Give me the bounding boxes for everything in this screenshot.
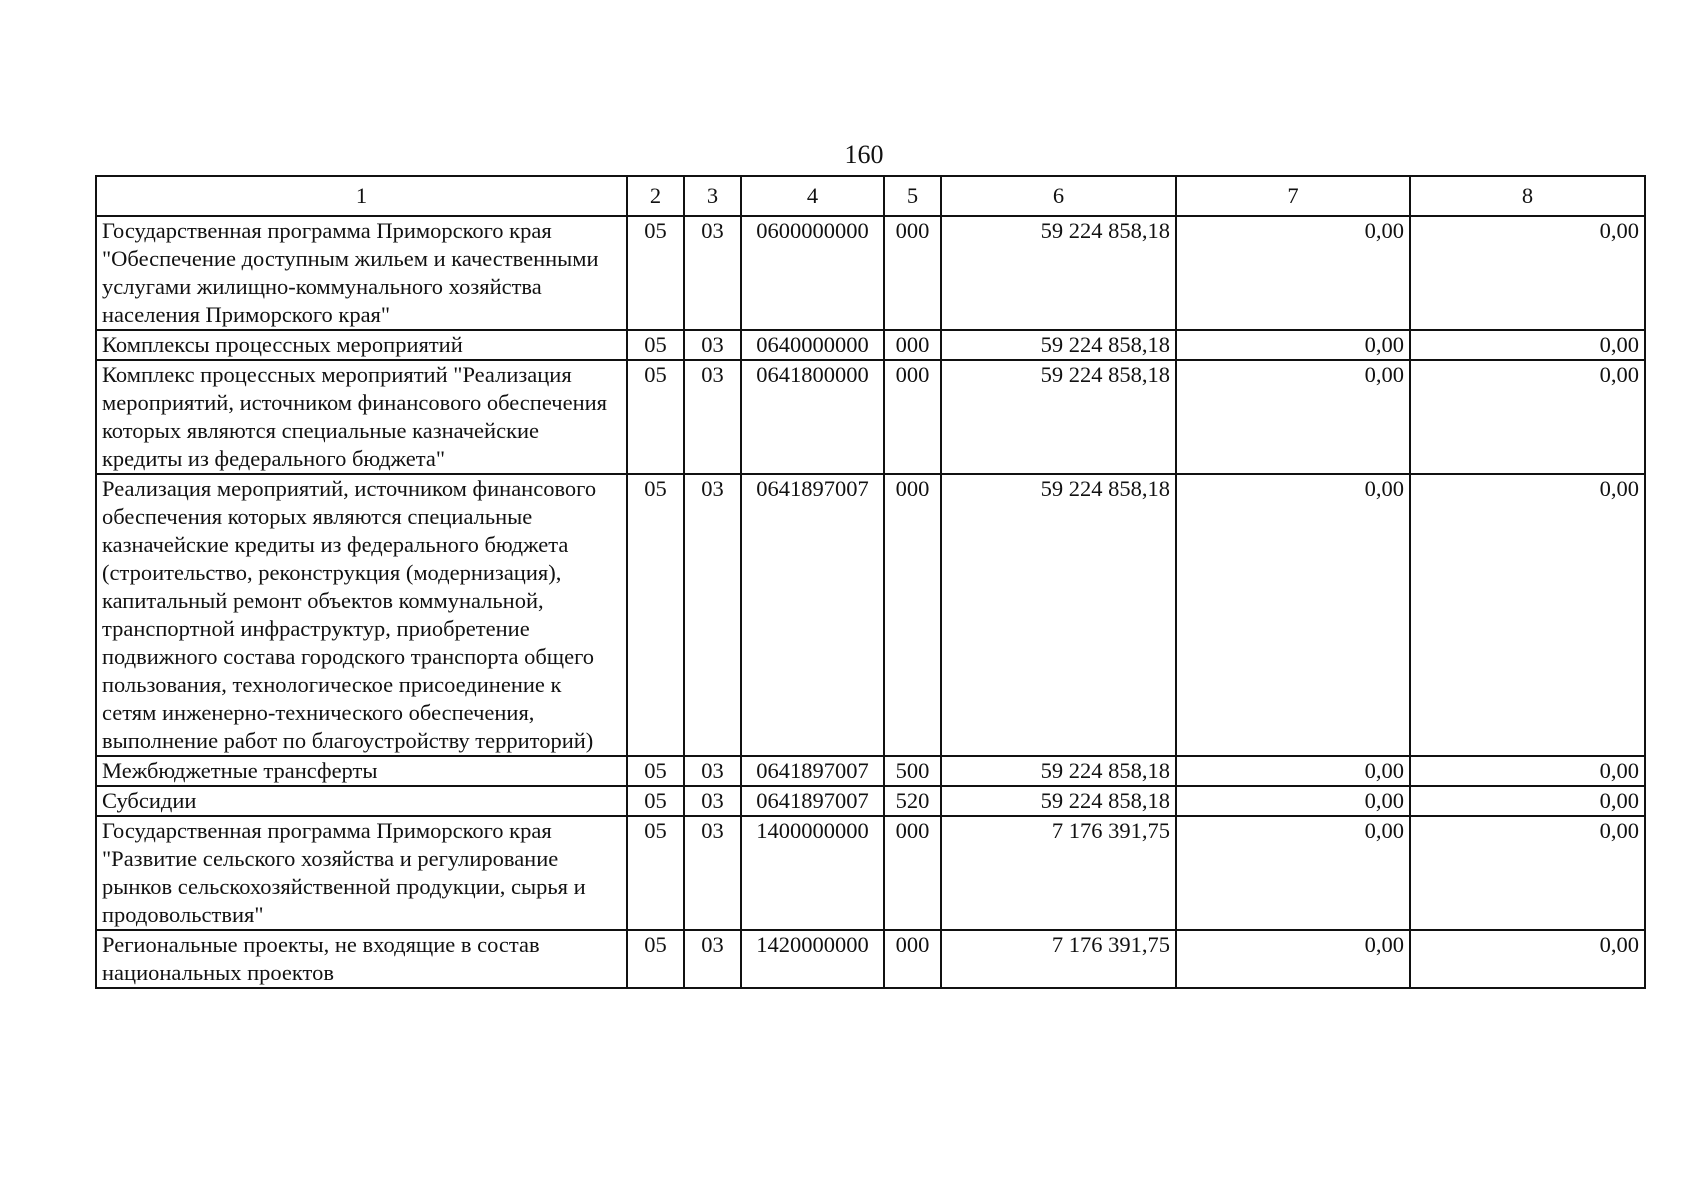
subsection-code: 03 <box>684 474 741 756</box>
column-header: 3 <box>684 176 741 216</box>
amount-col7: 0,00 <box>1176 330 1410 360</box>
target-article-code: 0641897007 <box>741 474 884 756</box>
target-article-code: 0641897007 <box>741 786 884 816</box>
section-code: 05 <box>627 474 684 756</box>
table-row <box>96 330 1645 360</box>
table-row <box>96 474 1645 756</box>
amount-col8: 0,00 <box>1410 816 1645 930</box>
expense-type-code: 000 <box>884 360 941 474</box>
table-row <box>96 786 1645 816</box>
column-header: 7 <box>1176 176 1410 216</box>
expense-type-code: 000 <box>884 930 941 988</box>
page-number: 160 <box>844 140 884 169</box>
row-name: Межбюджетные трансферты <box>96 756 627 786</box>
column-header: 5 <box>884 176 941 216</box>
amount-col7: 0,00 <box>1176 360 1410 474</box>
expense-type-code: 000 <box>884 474 941 756</box>
amount-col8: 0,00 <box>1410 930 1645 988</box>
target-article-code: 0641897007 <box>741 756 884 786</box>
table-row <box>96 756 1645 786</box>
section-code: 05 <box>627 216 684 330</box>
amount-col6: 7 176 391,75 <box>941 930 1176 988</box>
amount-col7: 0,00 <box>1176 216 1410 330</box>
expense-type-code: 000 <box>884 216 941 330</box>
budget-table <box>95 175 1646 989</box>
table-header-row <box>96 176 1645 216</box>
amount-col8: 0,00 <box>1410 360 1645 474</box>
target-article-code: 1420000000 <box>741 930 884 988</box>
amount-col7: 0,00 <box>1176 756 1410 786</box>
target-article-code: 0640000000 <box>741 330 884 360</box>
section-code: 05 <box>627 786 684 816</box>
column-header: 2 <box>627 176 684 216</box>
amount-col6: 59 224 858,18 <box>941 786 1176 816</box>
expense-type-code: 500 <box>884 756 941 786</box>
column-header: 8 <box>1410 176 1645 216</box>
amount-col8: 0,00 <box>1410 756 1645 786</box>
subsection-code: 03 <box>684 786 741 816</box>
row-name: Субсидии <box>96 786 627 816</box>
subsection-code: 03 <box>684 816 741 930</box>
subsection-code: 03 <box>684 330 741 360</box>
amount-col6: 7 176 391,75 <box>941 816 1176 930</box>
target-article-code: 1400000000 <box>741 816 884 930</box>
column-header: 6 <box>941 176 1176 216</box>
section-code: 05 <box>627 330 684 360</box>
table-row <box>96 816 1645 930</box>
amount-col6: 59 224 858,18 <box>941 360 1176 474</box>
amount-col7: 0,00 <box>1176 816 1410 930</box>
table-row <box>96 216 1645 330</box>
subsection-code: 03 <box>684 360 741 474</box>
amount-col8: 0,00 <box>1410 474 1645 756</box>
table-row <box>96 360 1645 474</box>
amount-col6: 59 224 858,18 <box>941 330 1176 360</box>
amount-col6: 59 224 858,18 <box>941 756 1176 786</box>
column-header: 1 <box>96 176 627 216</box>
section-code: 05 <box>627 930 684 988</box>
row-name: Региональные проекты, не входящие в состав национальных проектов <box>96 930 627 988</box>
expense-type-code: 000 <box>884 816 941 930</box>
amount-col8: 0,00 <box>1410 216 1645 330</box>
row-name: Комплексы процессных мероприятий <box>96 330 627 360</box>
amount-col6: 59 224 858,18 <box>941 216 1176 330</box>
row-name: Реализация мероприятий, источником финансового обеспечения которых являются специальные казначейские кредиты из федерального бюджета (строительство, реконструкция (модернизация), капитальный ремонт объектов коммунальной, транспортной инфраструктур, приобретение подвижного состава городского транспорта общего пользования, технологическое присоединение к сетям инженерно-технического обеспечения, выполнение работ по благоустройству территорий) <box>96 474 627 756</box>
subsection-code: 03 <box>684 756 741 786</box>
section-code: 05 <box>627 360 684 474</box>
row-name: Государственная программа Приморского края "Развитие сельского хозяйства и регулирование рынков сельскохозяйственной продукции, сырья и продовольствия" <box>96 816 627 930</box>
target-article-code: 0641800000 <box>741 360 884 474</box>
subsection-code: 03 <box>684 216 741 330</box>
amount-col7: 0,00 <box>1176 474 1410 756</box>
section-code: 05 <box>627 756 684 786</box>
target-article-code: 0600000000 <box>741 216 884 330</box>
column-header: 4 <box>741 176 884 216</box>
subsection-code: 03 <box>684 930 741 988</box>
row-name: Комплекс процессных мероприятий "Реализация мероприятий, источником финансового обеспечения которых являются специальные казначейские кредиты из федерального бюджета" <box>96 360 627 474</box>
amount-col6: 59 224 858,18 <box>941 474 1176 756</box>
amount-col8: 0,00 <box>1410 330 1645 360</box>
table-row <box>96 930 1645 988</box>
row-name: Государственная программа Приморского края "Обеспечение доступным жильем и качественными услугами жилищно-коммунального хозяйства населения Приморского края" <box>96 216 627 330</box>
amount-col7: 0,00 <box>1176 930 1410 988</box>
expense-type-code: 520 <box>884 786 941 816</box>
expense-type-code: 000 <box>884 330 941 360</box>
amount-col7: 0,00 <box>1176 786 1410 816</box>
amount-col8: 0,00 <box>1410 786 1645 816</box>
section-code: 05 <box>627 816 684 930</box>
